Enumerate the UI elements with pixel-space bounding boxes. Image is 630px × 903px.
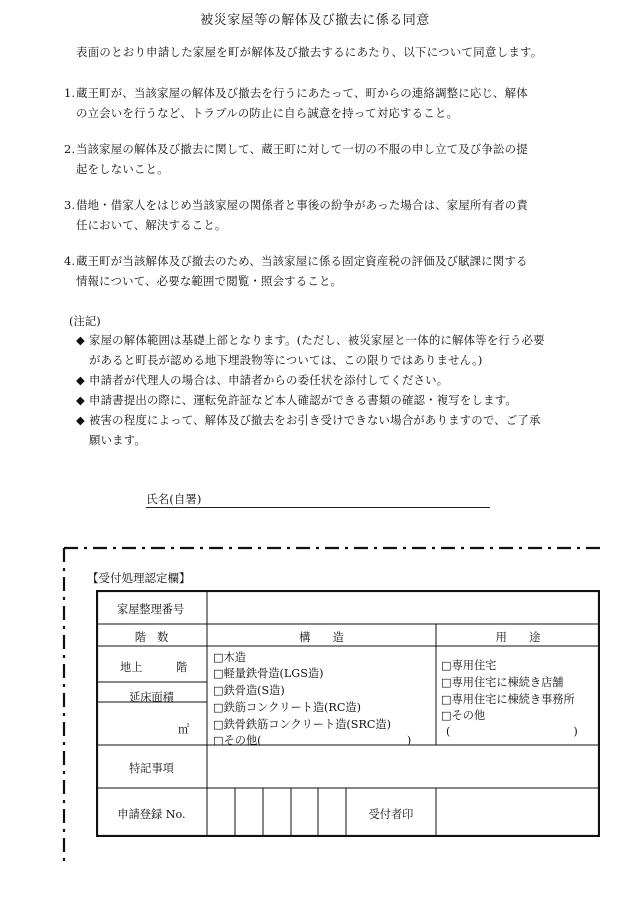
item-line: 蔵王町が、当該家屋の解体及び撤去を行うにあたって、町からの連絡調整に応じ、解体 — [76, 86, 528, 100]
item-line: 任において、解決すること。 — [76, 218, 227, 232]
item-line: 当該家屋の解体及び撤去に関して、蔵王町に対して一切の不服の申し立て及び争訟の提 — [76, 142, 528, 156]
area-unit-label: ㎡ — [178, 723, 190, 736]
note-line: 被害の程度によって、解体及び撤去をお引き受けできない場合がありますので、ご了承 — [89, 413, 541, 427]
floor-unit-label: 階 — [176, 661, 188, 674]
note-line: 申請書提出の際に、運転免許証など本人確認ができる書類の確認・複写をします。 — [89, 393, 517, 407]
structure-option-src[interactable]: □鉄骨鉄筋コンクリート造(SRC造) — [213, 718, 391, 731]
note-line: 家屋の解体範囲は基礎上部となります。(ただし、被災家屋と一体的に解体等を行う必要 — [89, 333, 545, 347]
item-line: 蔵王町が当該解体及び撤去のため、当該家屋に係る固定資産税の評価及び賦課に関する — [76, 254, 528, 268]
item-number: 1. — [64, 86, 76, 100]
above-ground-label: 地上 — [120, 661, 143, 674]
structure-header: 構 造 — [299, 631, 344, 644]
diamond-icon: ◆ — [76, 413, 85, 427]
item-number: 4. — [64, 254, 76, 268]
structure-option-lgs[interactable]: □軽量鉄骨造(LGS造) — [213, 667, 324, 680]
reception-box-title: 【受付処理認定欄】 — [87, 571, 191, 585]
document-title: 被災家屋等の解体及び撤去に係る同意 — [200, 13, 430, 28]
floors-header: 階 数 — [134, 631, 169, 644]
receiver-seal-label: 受付者印 — [368, 808, 414, 821]
usage-header: 用 途 — [495, 631, 541, 644]
notes-heading: (注記) — [69, 314, 101, 328]
registration-number-label: 申請登録 No. — [117, 808, 186, 821]
diamond-icon: ◆ — [76, 373, 85, 387]
usage-other-blank[interactable]: ( ) — [446, 725, 578, 738]
usage-option-office[interactable]: □専用住宅に棟続き事務所 — [441, 693, 575, 706]
item-number: 3. — [64, 198, 76, 212]
floor-area-label: 延床面積 — [129, 691, 174, 704]
remarks-label: 特記事項 — [129, 762, 174, 775]
item-line: 起をしないこと。 — [76, 162, 169, 176]
diamond-icon: ◆ — [76, 333, 85, 347]
item-number: 2. — [64, 142, 76, 156]
signature-label: 氏名(自署) — [146, 492, 202, 506]
item-line: 借地・借家人をはじめ当該家屋の関係者と事後の紛争があった場合は、家屋所有者の責 — [76, 198, 528, 212]
diamond-icon: ◆ — [76, 393, 85, 407]
house-number-label: 家屋整理番号 — [117, 603, 185, 616]
structure-option-rc[interactable]: □鉄筋コンクリート造(RC造) — [213, 701, 361, 714]
usage-option-residence[interactable]: □専用住宅 — [441, 659, 497, 672]
note-line: 願います。 — [89, 432, 147, 447]
usage-option-store[interactable]: □専用住宅に棟続き店舗 — [441, 676, 564, 689]
structure-option-other[interactable]: □その他( ) — [213, 734, 412, 747]
usage-option-other[interactable]: □その他 — [441, 709, 486, 722]
item-line: の立会いを行うなど、トラブルの防止に自ら誠意を持って対応すること。 — [76, 106, 459, 120]
intro-text: 表面のとおり申請した家屋を町が解体及び撤去するにあたり、以下について同意します。 — [76, 45, 543, 59]
note-line: があると町長が認める地下埋設物等については、この限りではありません。) — [89, 352, 483, 367]
structure-option-wood[interactable]: □木造 — [213, 651, 246, 664]
item-line: 情報について、必要な範囲で閲覧・照会すること。 — [76, 274, 343, 288]
note-line: 申請者が代理人の場合は、申請者からの委任状を添付してください。 — [89, 373, 449, 387]
structure-option-steel[interactable]: □鉄骨造(S造) — [213, 684, 285, 697]
